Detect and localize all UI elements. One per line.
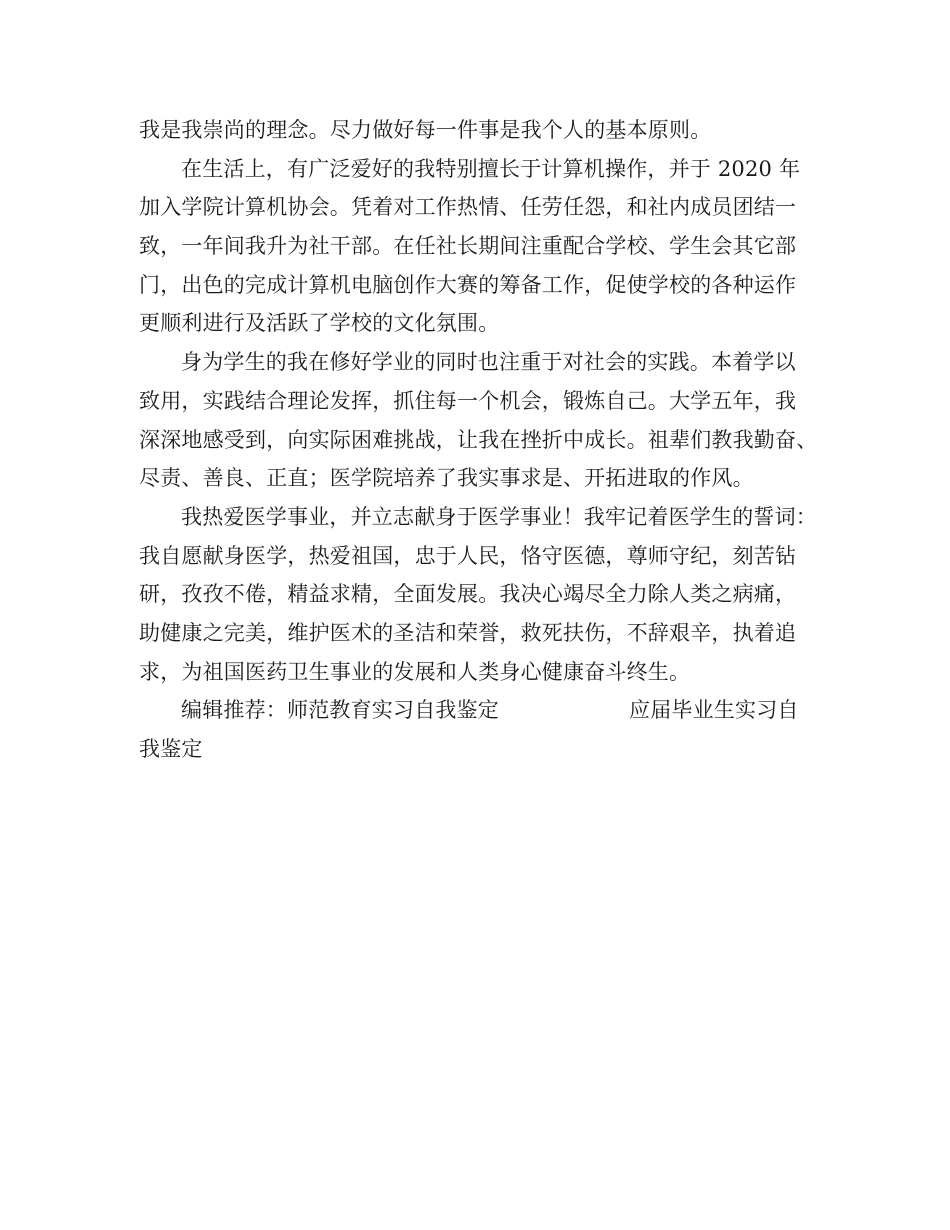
recommend-line-continued: [139, 730, 829, 769]
paragraph-line: 在生活上，有广泛爱好的我特别擅长于计算机操作，并于 2020 年: [181, 156, 801, 181]
paragraph-line: 门，出色的完成计算机电脑创作大赛的筹备工作，促使学校的各种运作: [139, 272, 797, 297]
recommend-link-2[interactable]: 应届毕业生实习自: [629, 698, 799, 723]
paragraph-line: 研，孜孜不倦，精益求精，全面发展。我决心竭尽全力除人类之病痛，: [139, 582, 797, 607]
paragraph-line: 求，为祖国医药卫生事业的发展和人类身心健康奋斗终生。: [139, 659, 691, 684]
recommend-link-1[interactable]: 师范教育实习自我鉴定: [287, 698, 499, 723]
paragraph-line: 我热爱医学事业，并立志献身于医学事业！我牢记着医学生的誓词：: [181, 504, 817, 529]
paragraph-line: 尽责、善良、正直；医学院培养了我实事求是、开拓进取的作风。: [139, 466, 754, 491]
document-body: [139, 111, 829, 769]
recommend-link-2-continued[interactable]: 我鉴定: [139, 737, 203, 761]
recommend-label: 编辑推荐：: [181, 698, 287, 723]
paragraph-line: 我是我崇尚的理念。尽力做好每一件事是我个人的基本原则。: [139, 118, 712, 142]
paragraph-line: 助健康之完美，维护医术的圣洁和荣誉，救死扶伤，不辞艰辛，执着追: [139, 620, 797, 645]
paragraph-line: 身为学生的我在修好学业的同时也注重于对社会的实践。本着学以: [181, 350, 796, 375]
paragraph-line: 深深地感受到，向实际困难挑战，让我在挫折中成长。祖辈们教我勤奋、: [139, 427, 818, 452]
paragraph-line: 致，一年间我升为社干部。在任社长期间注重配合学校、学生会其它部: [139, 234, 797, 259]
paragraph-line: 我自愿献身医学，热爱祖国，忠于人民，恪守医德，尊师守纪，刻苦钻: [139, 543, 797, 568]
paragraph-line: 致用，实践结合理论发挥，抓住每一个机会，锻炼自己。大学五年，我: [139, 388, 797, 413]
paragraph-line: 加入学院计算机协会。凭着对工作热情、任劳任怨，和社内成员团结一: [139, 195, 797, 220]
recommend-line: [139, 691, 829, 730]
paragraph-line: 更顺利进行及活跃了学校的文化氛围。: [139, 311, 500, 336]
